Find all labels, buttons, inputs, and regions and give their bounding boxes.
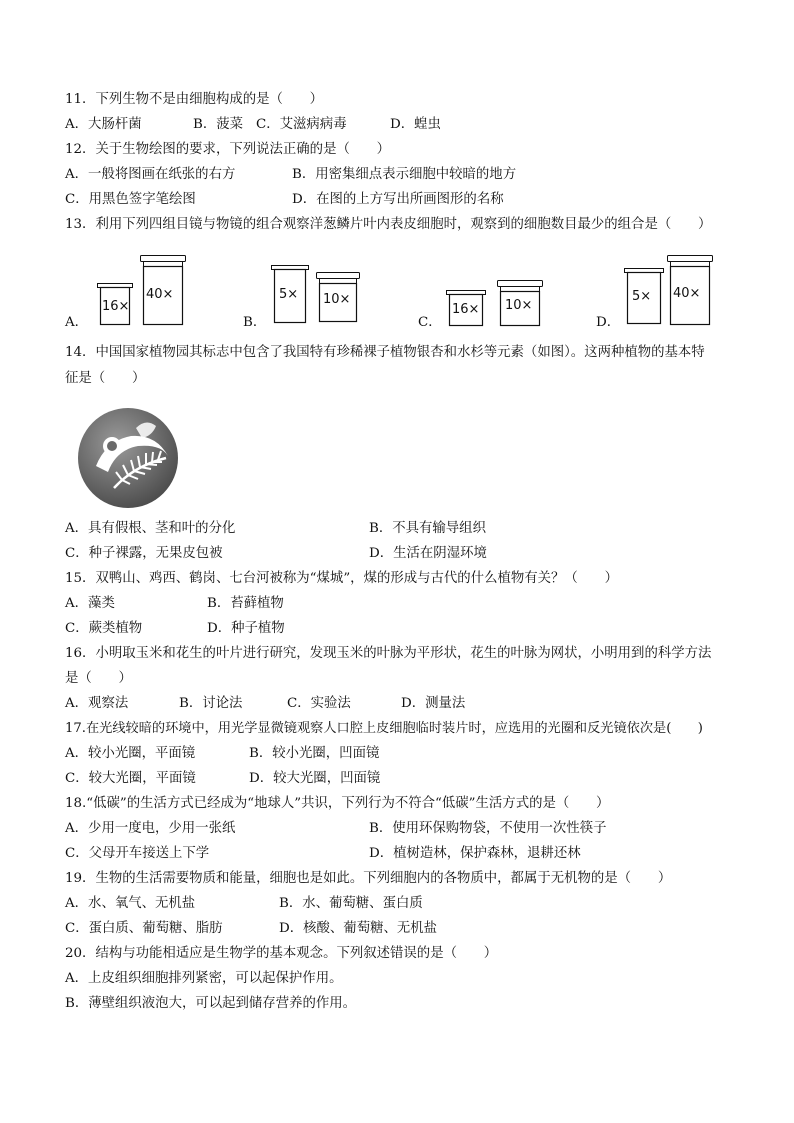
lens-a-eyepiece: [97, 283, 133, 325]
ginkgo-metasequoia-emblem-icon: [76, 406, 180, 510]
question-11-stem: 11．下列生物不是由细胞构成的是（ ）: [65, 92, 324, 107]
q16-option-c[interactable]: C．实验法: [287, 696, 351, 711]
q18-option-d[interactable]: D．植树造林，保护森林，退耕还林: [369, 846, 581, 861]
lens-b-eyepiece-label: 5×: [279, 287, 299, 302]
q16-option-a[interactable]: A．观察法: [65, 696, 129, 711]
q18-option-a[interactable]: A．少用一度电，少用一张纸: [65, 821, 236, 836]
q14-option-a[interactable]: A．具有假根、茎和叶的分化: [65, 521, 236, 536]
q13-option-c[interactable]: C．: [418, 315, 442, 330]
q20-option-a[interactable]: A．上皮组织细胞排列紧密，可以起保护作用。: [65, 971, 343, 986]
q13-option-d[interactable]: D．: [596, 315, 621, 330]
lens-a-objective-label: 40×: [146, 287, 174, 302]
q19-option-b[interactable]: B．水、葡萄糖、蛋白质: [279, 896, 423, 911]
lens-d-objective: [667, 255, 713, 325]
q19-option-c[interactable]: C．蛋白质、葡萄糖、脂肪: [65, 921, 223, 936]
q12-option-a[interactable]: A．一般将图画在纸张的右方: [65, 167, 236, 182]
lens-b-eyepiece: [271, 265, 309, 323]
question-20-stem: 20．结构与功能相适应是生物学的基本观念。下列叙述错误的是（ ）: [65, 946, 498, 961]
q15-option-a[interactable]: A．藻类: [65, 596, 115, 611]
question-12-stem: 12．关于生物绘图的要求，下列说法正确的是（ ）: [65, 142, 391, 157]
question-16-stem-cont: 是（ ）: [65, 671, 132, 686]
lens-a-objective: [140, 255, 186, 325]
lens-d-objective-label: 40×: [673, 286, 701, 301]
q13-option-a[interactable]: A．: [65, 315, 89, 330]
q18-option-c[interactable]: C．父母开车接送上下学: [65, 846, 210, 861]
q19-option-a[interactable]: A．水、氧气、无机盐: [65, 896, 196, 911]
question-13-stem: 13．利用下列四组目镜与物镜的组合观察洋葱鳞片叶内表皮细胞时，观察到的细胞数目最少的组合是（ ）: [65, 217, 712, 232]
q18-option-b[interactable]: B．使用环保购物袋，不使用一次性筷子: [369, 821, 607, 836]
q12-option-c[interactable]: C．用黑色签字笔绘图: [65, 192, 196, 207]
q19-option-d[interactable]: D．核酸、葡萄糖、无机盐: [279, 921, 438, 936]
q11-option-a[interactable]: A．大肠杆菌: [65, 117, 142, 132]
q11-option-c[interactable]: C．艾滋病病毒: [256, 117, 347, 132]
lens-a-eyepiece-label: 16×: [102, 299, 130, 314]
lens-c-objective: [497, 280, 543, 326]
lens-b-objective-label: 10×: [323, 292, 351, 307]
q17-option-c[interactable]: C．较大光圈，平面镜: [65, 771, 196, 786]
q12-option-b[interactable]: B．用密集细点表示细胞中较暗的地方: [292, 167, 517, 182]
question-18-stem: 18.“低碳”的生活方式已经成为“地球人”共识，下列行为不符合“低碳”生活方式的是（ ）: [65, 796, 610, 811]
q13-option-b[interactable]: B．: [243, 315, 267, 330]
lens-d-eyepiece-label: 5×: [632, 289, 652, 304]
q17-option-d[interactable]: D．较大光圈，凹面镜: [249, 771, 381, 786]
lens-c-eyepiece-label: 16×: [452, 302, 480, 317]
question-14-stem-cont: 征是（ ）: [65, 371, 146, 386]
q14-option-d[interactable]: D．生活在阴湿环境: [369, 546, 487, 561]
question-16-stem: 16．小明取玉米和花生的叶片进行研究，发现玉米的叶脉为平形状，花生的叶脉为网状，小明用到的科学方法: [65, 646, 712, 661]
q11-option-b[interactable]: B．菠菜: [193, 117, 244, 132]
q11-option-d[interactable]: D．蝗虫: [390, 117, 441, 132]
q16-option-b[interactable]: B．讨论法: [179, 696, 243, 711]
lens-d-eyepiece: [624, 268, 664, 324]
q14-option-b[interactable]: B．不具有输导组织: [369, 521, 486, 536]
q15-option-b[interactable]: B．苔藓植物: [207, 596, 284, 611]
q15-option-c[interactable]: C．蕨类植物: [65, 621, 143, 636]
q16-option-d[interactable]: D．测量法: [401, 696, 466, 711]
lens-b-objective: [316, 272, 360, 322]
question-15-stem: 15．双鸭山、鸡西、鹤岗、七台河被称为“煤城”，煤的形成与古代的什么植物有关？（ ）: [65, 571, 618, 586]
q17-option-a[interactable]: A．较小光圈，平面镜: [65, 746, 196, 761]
q14-option-c[interactable]: C．种子裸露，无果皮包被: [65, 546, 223, 561]
botanical-garden-logo: [76, 406, 180, 510]
q17-option-b[interactable]: B．较小光圈，凹面镜: [249, 746, 380, 761]
lens-c-eyepiece: [446, 290, 486, 326]
lens-c-objective-label: 10×: [505, 298, 533, 313]
q15-option-d[interactable]: D．种子植物: [207, 621, 285, 636]
question-17-stem: 17.在光线较暗的环境中，用光学显微镜观察人口腔上皮细胞临时装片时，应选用的光圈和反光镜依次是( ): [65, 721, 703, 736]
question-14-stem: 14．中国国家植物园其标志中包含了我国特有珍稀裸子植物银杏和水杉等元素（如图）。这两种植物的基本特: [65, 345, 705, 360]
q12-option-d[interactable]: D．在图的上方写出所画图形的名称: [292, 192, 504, 207]
q20-option-b[interactable]: B．薄壁组织液泡大，可以起到储存营养的作用。: [65, 996, 357, 1011]
question-19-stem: 19．生物的生活需要物质和能量，细胞也是如此。下列细胞内的各物质中，都属于无机物的是（ ）: [65, 871, 672, 886]
